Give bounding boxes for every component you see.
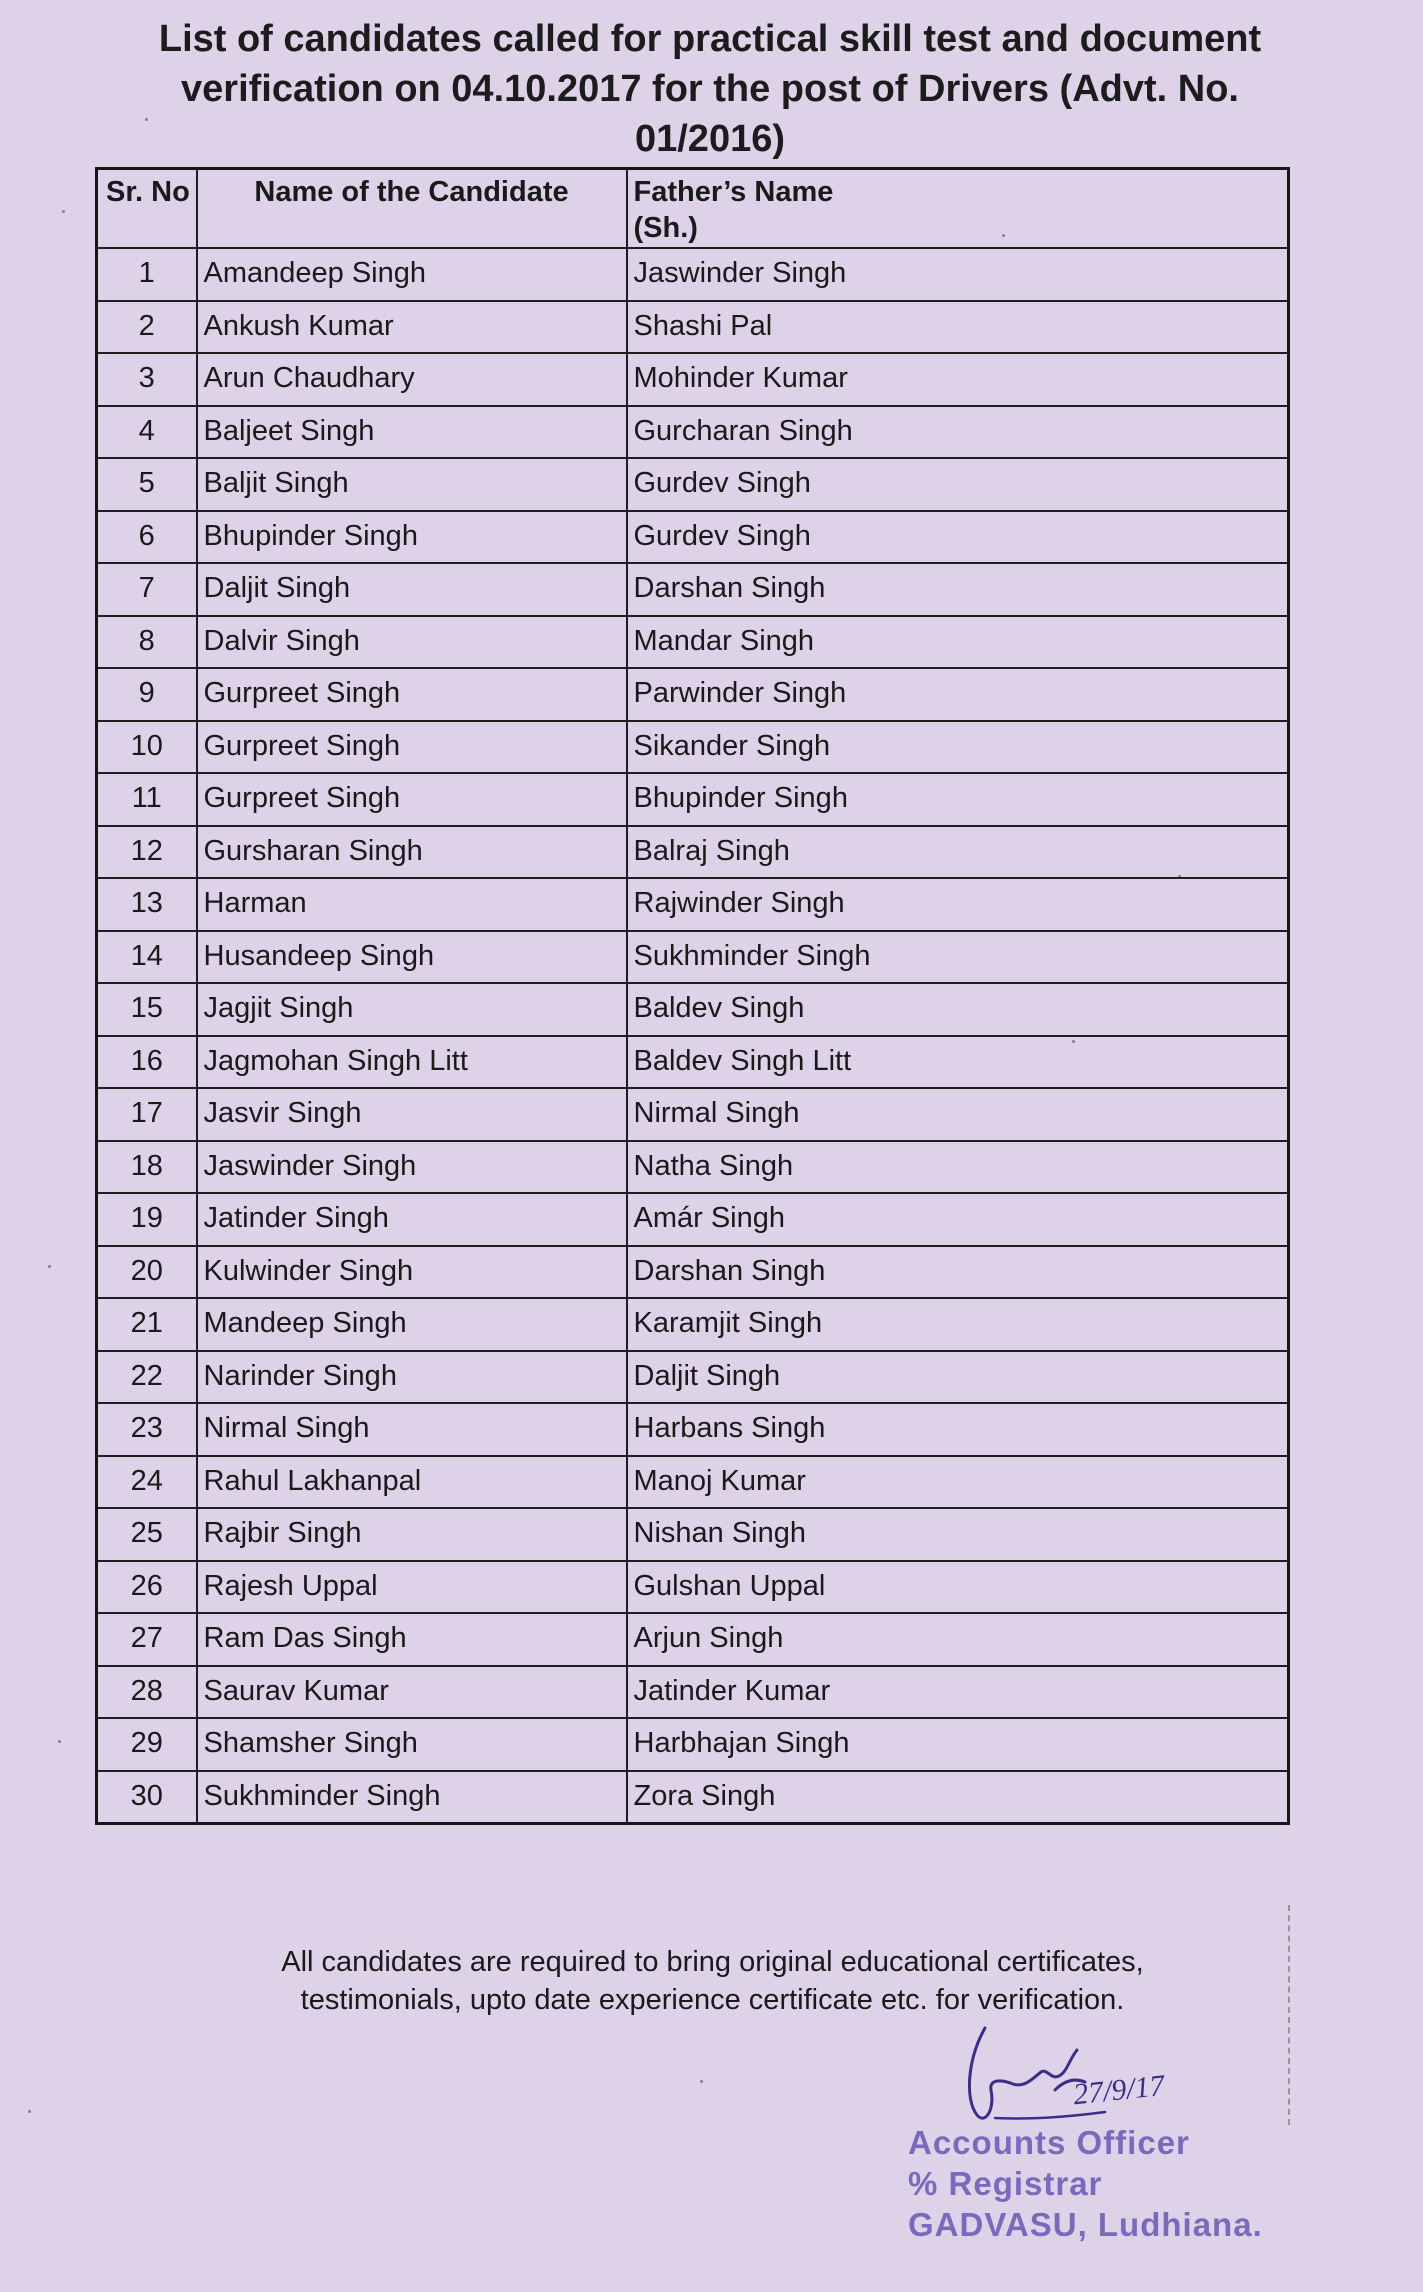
table-row: [97, 1508, 1289, 1561]
table-row: [97, 1036, 1289, 1089]
header-father-name-suffix: (Sh.): [633, 212, 698, 244]
candidate-name-cell: Jaswinder Singh: [197, 1141, 627, 1194]
sr-no-cell: 6: [97, 511, 197, 564]
candidate-name-cell: Dalvir Singh: [197, 616, 627, 669]
table-row: [97, 773, 1289, 826]
candidate-name-cell: Arun Chaudhary: [197, 353, 627, 406]
title-line: 01/2016): [634, 118, 785, 160]
father-name-cell: Gurdev Singh: [627, 458, 1289, 511]
sr-no-cell: 1: [97, 248, 197, 301]
table-row: [97, 1088, 1289, 1141]
header-father-name-line: Father’s Name: [633, 176, 834, 208]
candidate-name-cell: Gurpreet Singh: [197, 773, 627, 826]
title-line: verification on 04.10.2017 for the post of Drivers (Advt. No.: [181, 68, 1239, 110]
sr-no-cell: 2: [97, 301, 197, 354]
candidate-name-cell: Mandeep Singh: [197, 1298, 627, 1351]
father-name-cell: Natha Singh: [627, 1141, 1289, 1194]
table-row: [97, 983, 1289, 1036]
stamp-line-title: Accounts Officer: [908, 2124, 1190, 2161]
candidate-name-cell: Rajesh Uppal: [197, 1561, 627, 1614]
note-line: All candidates are required to bring original educational certificates,: [281, 1946, 1144, 1978]
table-body: [97, 248, 1289, 1824]
official-stamp: [908, 2122, 1263, 2245]
candidate-name-cell: Sukhminder Singh: [197, 1771, 627, 1824]
sr-no-cell: 8: [97, 616, 197, 669]
sr-no-cell: 12: [97, 826, 197, 879]
father-name-cell: Balraj Singh: [627, 826, 1289, 879]
father-name-cell: Harbhajan Singh: [627, 1718, 1289, 1771]
paper-speck: [700, 2080, 703, 2083]
table-header-row: [97, 169, 1289, 249]
sr-no-cell: 7: [97, 563, 197, 616]
sr-no-cell: 13: [97, 878, 197, 931]
father-name-cell: Darshan Singh: [627, 1246, 1289, 1299]
sr-no-cell: 21: [97, 1298, 197, 1351]
sr-no-cell: 29: [97, 1718, 197, 1771]
father-name-cell: Jatinder Kumar: [627, 1666, 1289, 1719]
sr-no-cell: 20: [97, 1246, 197, 1299]
father-name-cell: Mandar Singh: [627, 616, 1289, 669]
sr-no-cell: 18: [97, 1141, 197, 1194]
candidate-name-cell: Amandeep Singh: [197, 248, 627, 301]
father-name-cell: Jaswinder Singh: [627, 248, 1289, 301]
candidate-name-cell: Jasvir Singh: [197, 1088, 627, 1141]
table-row: [97, 616, 1289, 669]
handwritten-signature: [955, 2020, 1195, 2130]
father-name-cell: Mohinder Kumar: [627, 353, 1289, 406]
candidate-name-cell: Saurav Kumar: [197, 1666, 627, 1719]
table-row: [97, 248, 1289, 301]
candidate-name-cell: Shamsher Singh: [197, 1718, 627, 1771]
table-row: [97, 1403, 1289, 1456]
header-candidate-name: Name of the Candidate: [197, 169, 627, 249]
table-row: [97, 1666, 1289, 1719]
father-name-cell: Nirmal Singh: [627, 1088, 1289, 1141]
candidate-name-cell: Jagjit Singh: [197, 983, 627, 1036]
table-row: [97, 1456, 1289, 1509]
father-name-cell: Harbans Singh: [627, 1403, 1289, 1456]
candidates-table-wrapper: [95, 167, 1290, 1825]
candidate-name-cell: Jatinder Singh: [197, 1193, 627, 1246]
sr-no-cell: 19: [97, 1193, 197, 1246]
sr-no-cell: 3: [97, 353, 197, 406]
father-name-cell: Amár Singh: [627, 1193, 1289, 1246]
table-row: [97, 353, 1289, 406]
father-name-cell: Manoj Kumar: [627, 1456, 1289, 1509]
father-name-cell: Parwinder Singh: [627, 668, 1289, 721]
father-name-cell: Sikander Singh: [627, 721, 1289, 774]
table-row: [97, 1351, 1289, 1404]
sr-no-cell: 14: [97, 931, 197, 984]
candidate-name-cell: Ram Das Singh: [197, 1613, 627, 1666]
stamp-line-registrar: % Registrar: [908, 2165, 1103, 2202]
table-row: [97, 458, 1289, 511]
father-name-cell: Gulshan Uppal: [627, 1561, 1289, 1614]
sr-no-cell: 28: [97, 1666, 197, 1719]
sr-no-cell: 24: [97, 1456, 197, 1509]
table-row: [97, 563, 1289, 616]
candidate-name-cell: Baljit Singh: [197, 458, 627, 511]
father-name-cell: Baldev Singh Litt: [627, 1036, 1289, 1089]
sr-no-cell: 22: [97, 1351, 197, 1404]
father-name-cell: Bhupinder Singh: [627, 773, 1289, 826]
table-row: [97, 721, 1289, 774]
header-father-name: [627, 169, 1289, 249]
paper-speck: [48, 1265, 51, 1268]
candidate-name-cell: Baljeet Singh: [197, 406, 627, 459]
candidate-name-cell: Ankush Kumar: [197, 301, 627, 354]
table-row: [97, 878, 1289, 931]
table-row: [97, 826, 1289, 879]
header-sr-no: Sr. No: [97, 169, 197, 249]
sr-no-cell: 4: [97, 406, 197, 459]
sr-no-cell: 9: [97, 668, 197, 721]
candidate-name-cell: Gurpreet Singh: [197, 668, 627, 721]
paper-speck: [58, 1740, 61, 1743]
sr-no-cell: 25: [97, 1508, 197, 1561]
father-name-cell: Darshan Singh: [627, 563, 1289, 616]
sr-no-cell: 26: [97, 1561, 197, 1614]
father-name-cell: Karamjit Singh: [627, 1298, 1289, 1351]
scan-margin-line: [1288, 1905, 1290, 2125]
candidate-name-cell: Rahul Lakhanpal: [197, 1456, 627, 1509]
table-row: [97, 1771, 1289, 1824]
table-row: [97, 1246, 1289, 1299]
table-row: [97, 301, 1289, 354]
note-line: testimonials, upto date experience certificate etc. for verification.: [300, 1984, 1125, 2016]
father-name-cell: Zora Singh: [627, 1771, 1289, 1824]
table-row: [97, 406, 1289, 459]
candidate-name-cell: Daljit Singh: [197, 563, 627, 616]
sr-no-cell: 10: [97, 721, 197, 774]
title-line: List of candidates called for practical skill test and document: [158, 18, 1262, 60]
sr-no-cell: 5: [97, 458, 197, 511]
father-name-cell: Sukhminder Singh: [627, 931, 1289, 984]
table-row: [97, 931, 1289, 984]
father-name-cell: Gurcharan Singh: [627, 406, 1289, 459]
signature-date: 27/9/17: [1071, 2068, 1167, 2112]
table-row: [97, 511, 1289, 564]
table-row: [97, 1613, 1289, 1666]
sr-no-cell: 17: [97, 1088, 197, 1141]
sr-no-cell: 30: [97, 1771, 197, 1824]
father-name-cell: Baldev Singh: [627, 983, 1289, 1036]
table-row: [97, 1718, 1289, 1771]
candidate-name-cell: Husandeep Singh: [197, 931, 627, 984]
paper-speck: [62, 210, 65, 213]
sr-no-cell: 15: [97, 983, 197, 1036]
father-name-cell: Daljit Singh: [627, 1351, 1289, 1404]
candidate-name-cell: Harman: [197, 878, 627, 931]
sr-no-cell: 11: [97, 773, 197, 826]
table-row: [97, 668, 1289, 721]
table-row: [97, 1141, 1289, 1194]
candidates-table: [95, 167, 1290, 1825]
sr-no-cell: 16: [97, 1036, 197, 1089]
father-name-cell: Gurdev Singh: [627, 511, 1289, 564]
candidate-name-cell: Narinder Singh: [197, 1351, 627, 1404]
candidate-name-cell: Nirmal Singh: [197, 1403, 627, 1456]
table-row: [97, 1298, 1289, 1351]
document-title: [120, 14, 1300, 164]
candidate-name-cell: Bhupinder Singh: [197, 511, 627, 564]
table-row: [97, 1193, 1289, 1246]
stamp-line-institution: GADVASU, Ludhiana.: [908, 2206, 1263, 2243]
candidate-name-cell: Kulwinder Singh: [197, 1246, 627, 1299]
candidate-name-cell: Jagmohan Singh Litt: [197, 1036, 627, 1089]
instructions-note: [200, 1943, 1225, 2019]
candidate-name-cell: Gursharan Singh: [197, 826, 627, 879]
candidate-name-cell: Gurpreet Singh: [197, 721, 627, 774]
father-name-cell: Shashi Pal: [627, 301, 1289, 354]
father-name-cell: Rajwinder Singh: [627, 878, 1289, 931]
sr-no-cell: 23: [97, 1403, 197, 1456]
father-name-cell: Arjun Singh: [627, 1613, 1289, 1666]
paper-speck: [28, 2110, 31, 2113]
table-row: [97, 1561, 1289, 1614]
sr-no-cell: 27: [97, 1613, 197, 1666]
candidate-name-cell: Rajbir Singh: [197, 1508, 627, 1561]
father-name-cell: Nishan Singh: [627, 1508, 1289, 1561]
